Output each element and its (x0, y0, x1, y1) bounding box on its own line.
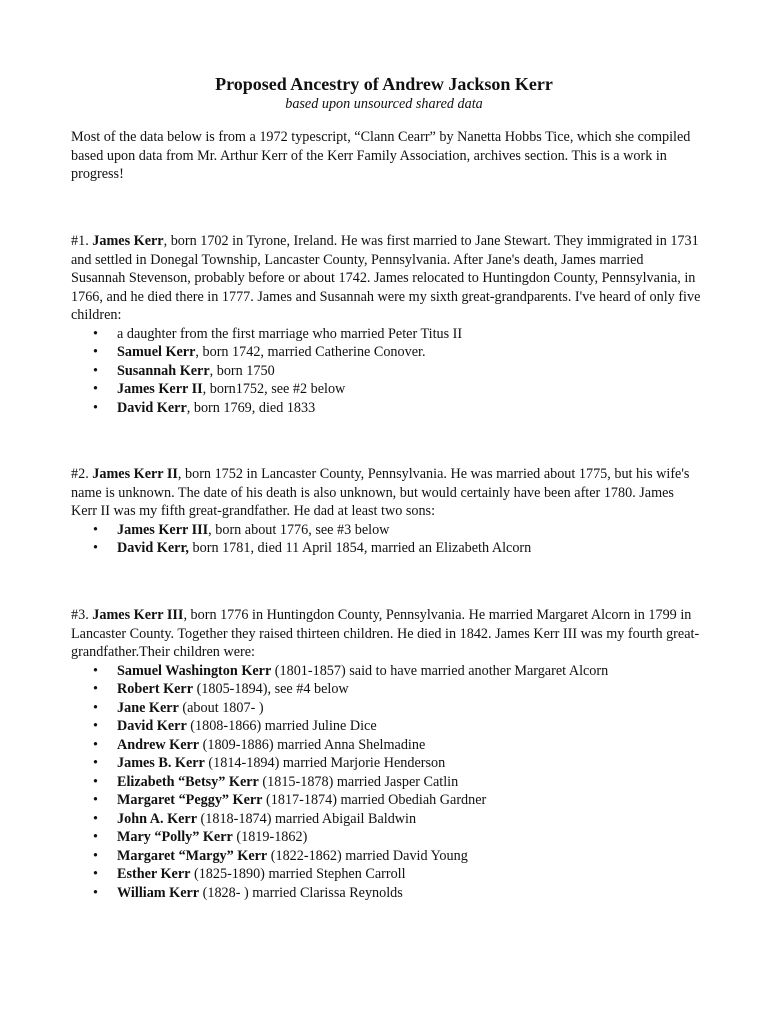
bullet-icon: • (93, 662, 98, 679)
list-item (71, 539, 701, 558)
child-name: Robert Kerr (117, 681, 194, 697)
section-text: , born 1776 in Huntingdon County, Pennsylvania. He married Margaret Alcorn in 1799 in Lancaster County. Together they raised thirteen children. He died in 1842. James Kerr III was my fourth great-grandfather.Their children were: (71, 607, 700, 660)
list-item (71, 884, 701, 903)
section-paragraph (71, 465, 701, 521)
list-item (71, 810, 701, 829)
child-detail: (1819-1862) (232, 829, 308, 845)
list-item (71, 736, 701, 755)
child-detail: (1814-1894) married Marjorie Henderson (204, 755, 446, 771)
child-name: James B. Kerr (117, 755, 205, 771)
child-name: Mary “Polly” Kerr (117, 829, 233, 845)
list-item (71, 865, 701, 884)
section-text: , born 1702 in Tyrone, Ireland. He was first married to Jane Stewart. They immigrated in 1731 and settled in Donegal Township, Lancaster County, Pennsylvania. After Jane's death, James married Susannah Stevenson, probably before or about 1742. James relocated to Huntingdon County, Pennsylvania, in 1766, and he died there in 1777. James and Susannah were my sixth great-grandparents. I've heard of only five children: (71, 233, 701, 323)
section-person-name: James Kerr (92, 233, 164, 249)
section-paragraph (71, 232, 701, 325)
child-detail: , born1752, see #2 below (202, 381, 346, 397)
bullet-icon: • (93, 755, 98, 771)
section-number: #1. (71, 233, 93, 249)
child-detail: (1817-1874) married Obediah Gardner (262, 792, 487, 808)
child-detail: , born 1769, died 1833 (186, 399, 316, 416)
bullet-icon: • (93, 810, 98, 827)
child-name: David Kerr, (117, 540, 189, 556)
child-name: Susannah Kerr (117, 362, 210, 379)
list-item (71, 773, 701, 792)
bullet-icon: • (93, 681, 98, 697)
bullet-icon: • (93, 884, 98, 901)
bullet-icon: • (93, 399, 98, 416)
section-person-name: James Kerr II (92, 466, 178, 482)
child-detail: (1825-1890) married Stephen Carroll (190, 866, 406, 882)
intro-text: Most of the data below is from a 1972 typescript, “Clann Cearr” by Nanetta Hobbs Tice, which she compiled based upon data from Mr. Arthur Kerr of the Kerr Family Association, archives section. This is a work in progress! (71, 129, 691, 182)
list-item (71, 325, 701, 344)
section-person-name: James Kerr III (92, 607, 184, 623)
list-item (71, 343, 701, 362)
bullet-icon: • (93, 736, 98, 753)
child-name: William Kerr (117, 884, 200, 901)
child-detail: , born about 1776, see #3 below (208, 521, 390, 538)
list-item (71, 791, 701, 810)
bullet-icon: • (93, 540, 98, 556)
child-name: John A. Kerr (117, 810, 197, 827)
child-detail: a daughter from the first marriage who married Peter Titus II (117, 325, 463, 342)
list-item (71, 399, 701, 418)
child-detail: born 1781, died 11 April 1854, married an Elizabeth Alcorn (188, 540, 532, 556)
list-item (71, 380, 701, 399)
child-detail: (1808-1866) married Juline Dice (186, 718, 377, 734)
child-name: Margaret “Peggy” Kerr (117, 792, 263, 808)
list-item (71, 521, 701, 540)
bullet-icon: • (93, 829, 98, 845)
section-text: , born 1752 in Lancaster County, Pennsylvania. He was married about 1775, but his wife's name is unknown. The date of his death is also unknown, but would certainly have been after 1780. James Kerr II was my fifth great-grandfather. He dad at least two sons: (71, 466, 690, 519)
list-item (71, 680, 701, 699)
list-item (71, 828, 701, 847)
children-list (71, 521, 701, 558)
list-item (71, 699, 701, 718)
child-name: David Kerr (117, 399, 187, 416)
bullet-icon: • (93, 792, 98, 808)
child-detail: (1822-1862) married David Young (267, 847, 468, 864)
child-detail: , born 1742, married Catherine Conover. (195, 344, 426, 360)
list-item (71, 847, 701, 866)
list-item (71, 662, 701, 681)
bullet-icon: • (93, 521, 98, 538)
child-name: James Kerr II (117, 381, 203, 397)
section-3 (71, 606, 701, 902)
bullet-icon: • (93, 773, 98, 790)
child-detail: (1801-1857) said to have married another Margaret Alcorn (271, 662, 609, 679)
list-item (71, 717, 701, 736)
section-paragraph (71, 606, 701, 662)
page-title: Proposed Ancestry of Andrew Jackson Kerr (215, 74, 553, 94)
child-name: Samuel Kerr (117, 344, 196, 360)
child-name: Margaret “Margy” Kerr (117, 847, 268, 864)
child-name: Jane Kerr (117, 699, 179, 716)
bullet-icon: • (93, 381, 98, 397)
section-1 (71, 232, 701, 417)
child-detail: (about 1807- ) (178, 699, 264, 716)
child-detail: , born 1750 (209, 362, 275, 379)
bullet-icon: • (93, 362, 98, 379)
child-name: Samuel Washington Kerr (117, 662, 272, 679)
child-name: Andrew Kerr (117, 736, 200, 753)
children-list (71, 325, 701, 418)
bullet-icon: • (93, 344, 98, 360)
list-item (71, 362, 701, 381)
section-number: #3. (71, 607, 93, 623)
bullet-icon: • (93, 847, 98, 864)
bullet-icon: • (93, 699, 98, 716)
child-detail: (1828- ) married Clarissa Reynolds (199, 884, 403, 901)
child-detail: (1809-1886) married Anna Shelmadine (199, 736, 426, 753)
child-detail: (1818-1874) married Abigail Baldwin (197, 810, 417, 827)
bullet-icon: • (93, 866, 98, 882)
bullet-icon: • (93, 325, 98, 342)
bullet-icon: • (93, 718, 98, 734)
page-subtitle: based upon unsourced shared data (285, 96, 483, 112)
child-name: David Kerr (117, 718, 187, 734)
child-detail: (1815-1878) married Jasper Catlin (258, 773, 459, 790)
section-2 (71, 465, 701, 558)
child-detail: (1805-1894), see #4 below (193, 681, 349, 697)
child-name: James Kerr III (117, 521, 209, 538)
children-list (71, 662, 701, 903)
child-name: Esther Kerr (117, 866, 191, 882)
child-name: Elizabeth “Betsy” Kerr (117, 773, 259, 790)
section-number: #2. (71, 466, 93, 482)
list-item (71, 754, 701, 773)
intro-paragraph (71, 128, 701, 184)
